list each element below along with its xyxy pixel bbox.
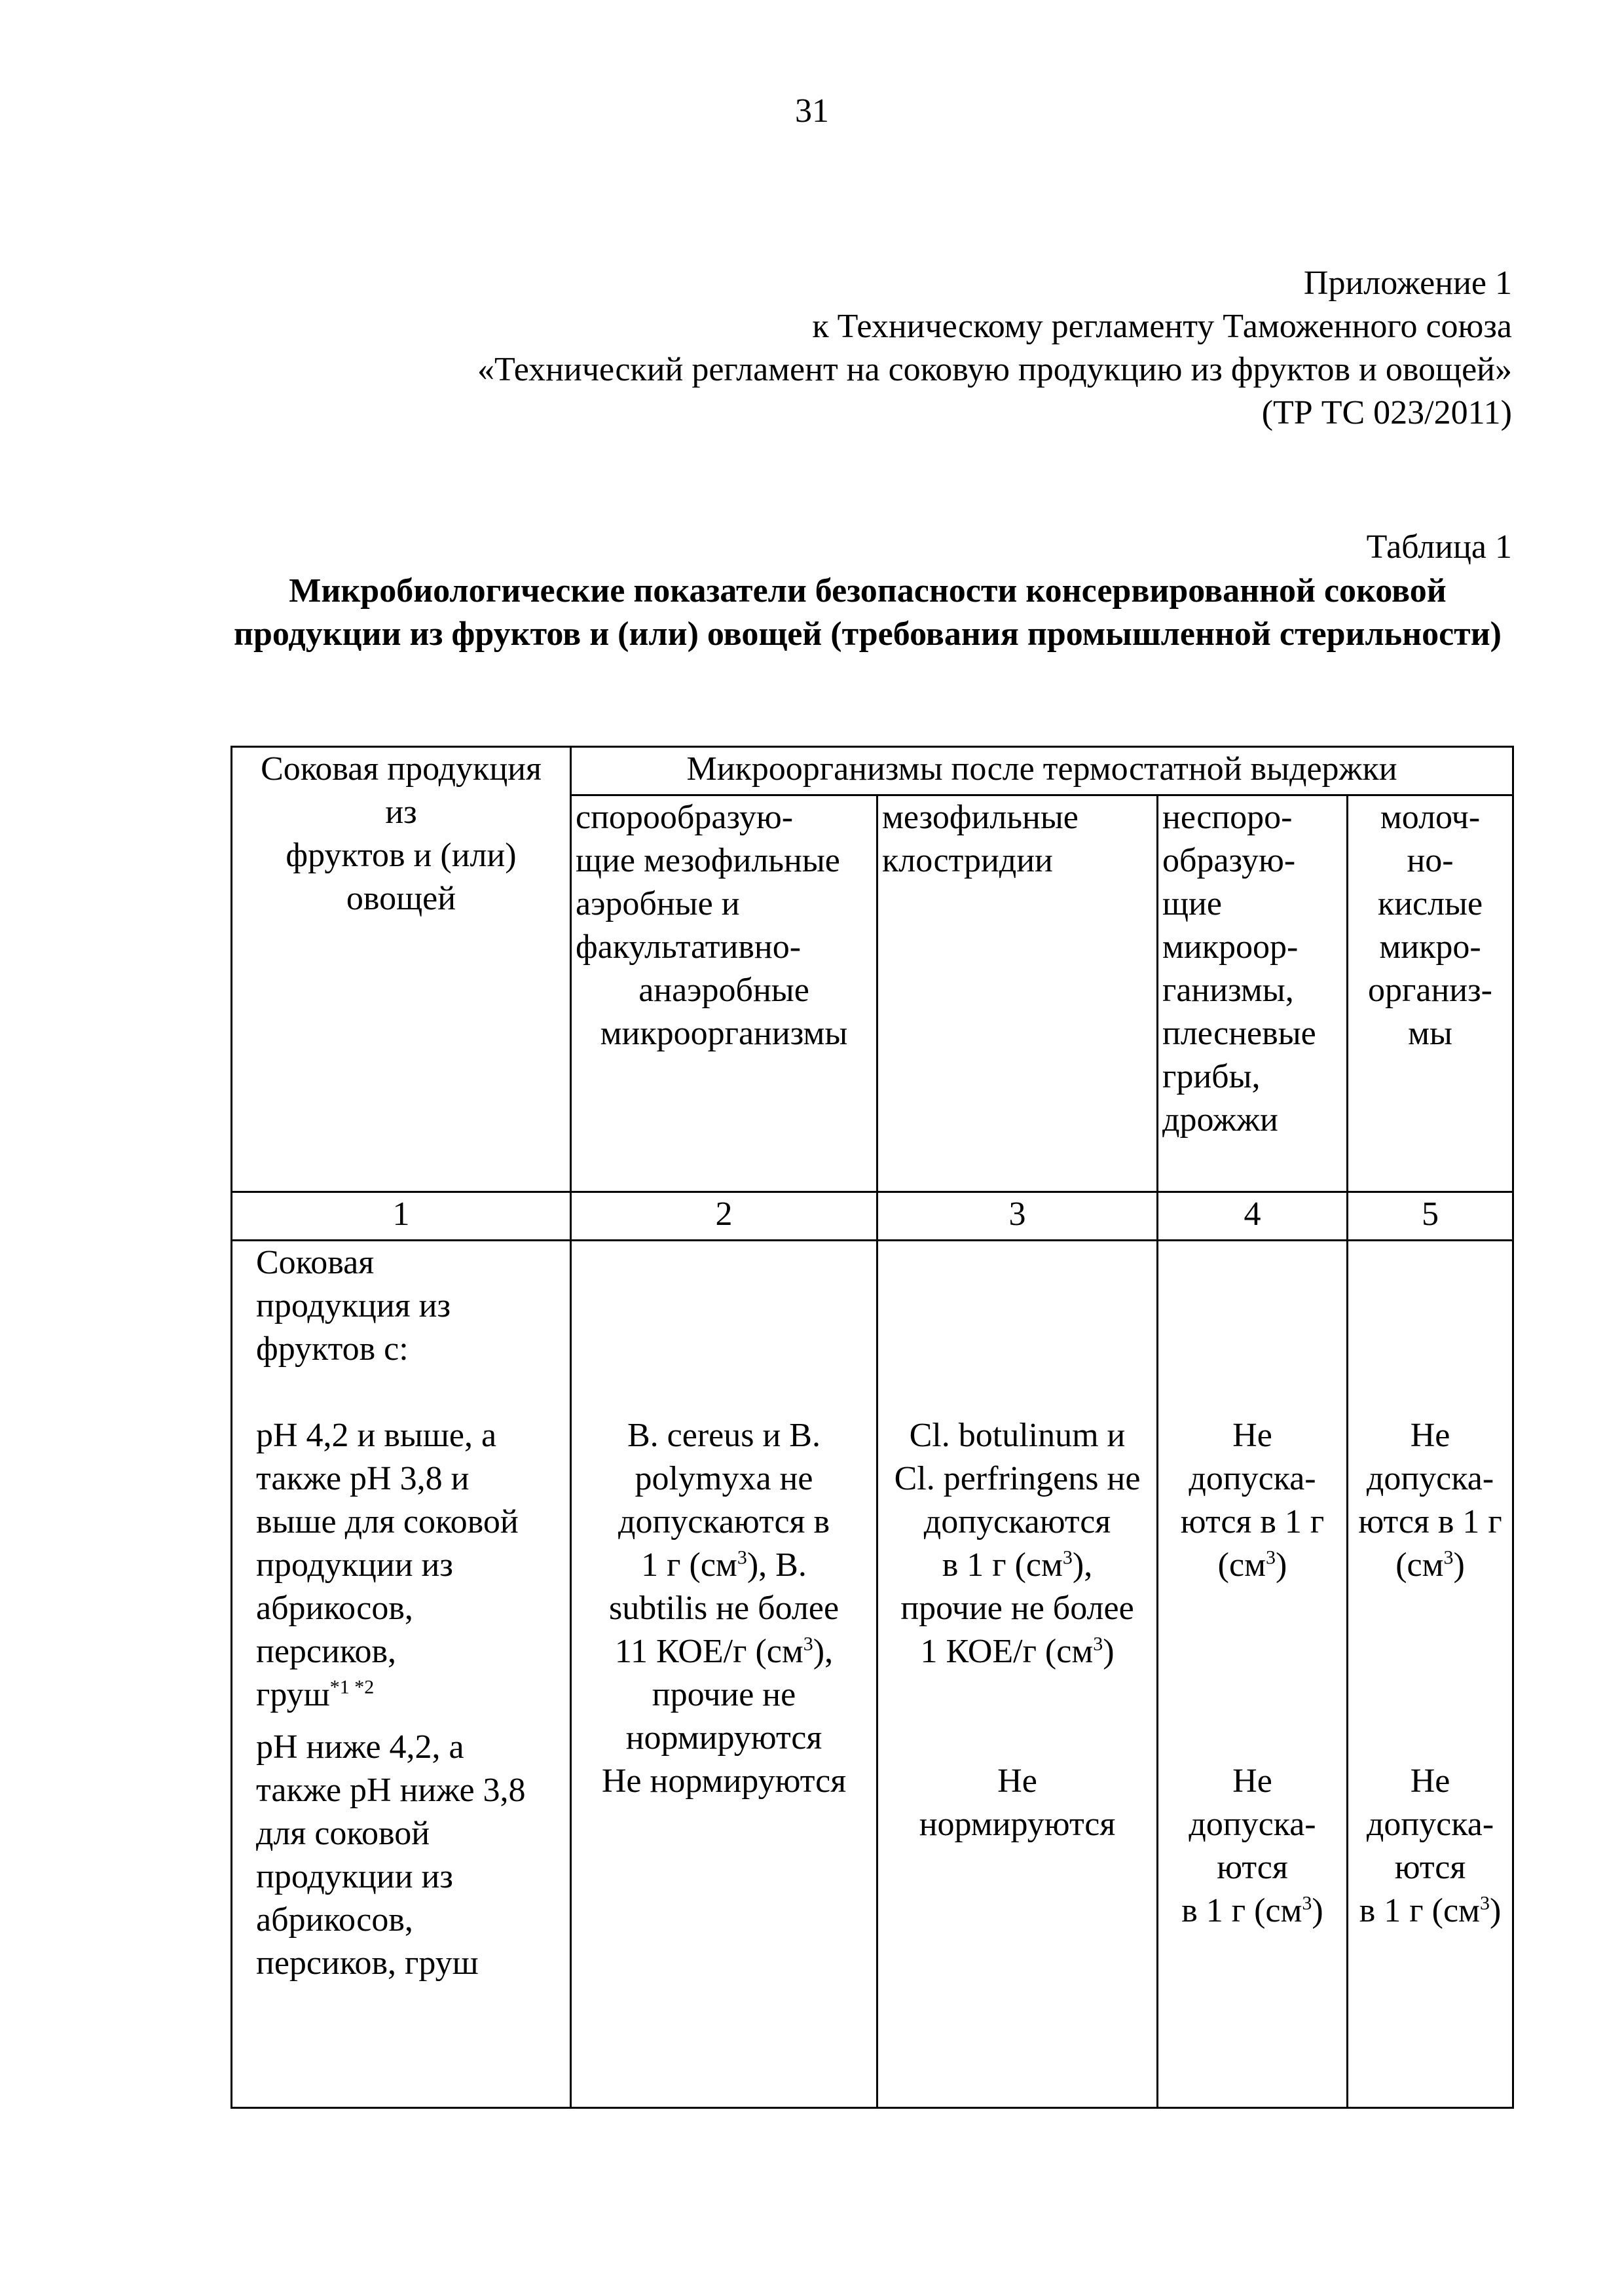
header-col-2-text: спорообразую- щие мезофильные аэробные и факультативно- bbox=[576, 799, 840, 966]
row2-col3-text-a: Не bbox=[997, 1762, 1037, 1800]
body-col-2 bbox=[571, 1241, 877, 2108]
header-col-2 bbox=[571, 795, 877, 1192]
row1-col2-text-c: subtilis не более bbox=[608, 1590, 840, 1627]
body-col-5 bbox=[1348, 1241, 1513, 2108]
column-number-4: 4 bbox=[1158, 1192, 1348, 1241]
row2-col4-text-c: в 1 г $(см^3)$ bbox=[1181, 1892, 1323, 1929]
appendix-line-1: Приложение 1 bbox=[1303, 264, 1512, 302]
column-number-row bbox=[232, 1192, 1513, 1241]
header-col-4: неспоро- образую- щие микроор- ганизмы, плесневые грибы, дрожжи bbox=[1158, 795, 1348, 1192]
body-row bbox=[232, 1241, 1513, 2108]
header-col-2-tail: анаэробные микроорганизмы bbox=[600, 972, 848, 1052]
row1-col3-text-c: прочие не более bbox=[900, 1590, 1134, 1627]
row1-col2-text-a: B. cereus и B. polymyxa не допускаются в bbox=[618, 1417, 830, 1540]
appendix-line-2: к Техническому регламенту Таможенного союза bbox=[812, 308, 1512, 345]
row1-col2-text-b: 1 г $(см^3)$, B. bbox=[641, 1546, 807, 1584]
row1-col4-text-b: $(см^3)$ bbox=[1217, 1546, 1287, 1584]
column-number-1: 1 bbox=[232, 1192, 571, 1241]
footnote-marks: *1 *2 bbox=[329, 1676, 375, 1698]
table-label: Таблица 1 bbox=[1366, 528, 1512, 566]
row1-col3-text-b: в 1 г $(см^3)$, bbox=[942, 1546, 1093, 1584]
appendix-line-3: «Технический регламент на соковую продукцию из фруктов и овощей» bbox=[477, 351, 1512, 388]
column-number-5: 5 bbox=[1348, 1192, 1513, 1241]
row1-col3-text-d: 1 КОЕ/г $(см^3)$ bbox=[920, 1633, 1115, 1670]
row2-col5-text-a: Не bbox=[1410, 1762, 1450, 1800]
body-product-cell bbox=[232, 1241, 571, 2108]
row2-product: pH ниже 4,2, а также pH ниже 3,8 для соковой продукции из абрикосов, персиков, груш bbox=[256, 1728, 526, 1982]
header-microorganisms-group: Микроорганизмы после термостатной выдержки bbox=[571, 747, 1513, 795]
row2-col5-text-b: допуска- ются bbox=[1366, 1806, 1494, 1886]
row2-col4-text-a: Не bbox=[1232, 1762, 1272, 1800]
row1-col4-text-a: Не допуска- ются в 1 г bbox=[1180, 1417, 1325, 1540]
body-col-4 bbox=[1158, 1241, 1348, 2108]
page-number: 31 bbox=[795, 92, 829, 130]
row2-col4-text-b: допуска- ются bbox=[1189, 1806, 1316, 1886]
header-col-5: молоч- но- кислые микро- организ- мы bbox=[1348, 795, 1513, 1192]
microbiology-table bbox=[231, 746, 1514, 2109]
column-number-2: 2 bbox=[571, 1192, 877, 1241]
row1-col2-text-e: прочие не нормируются bbox=[625, 1676, 822, 1757]
row1-col5-text-b: $(см^3)$ bbox=[1395, 1546, 1465, 1584]
table-title: Микробиологические показатели безопасности консервированной соковой продукции из фруктов и (или) овощей (требования промышленной стерильности) bbox=[234, 572, 1502, 653]
row1-col3-text-a: Cl. botulinum и Cl. perfringens не допускаются bbox=[894, 1417, 1141, 1540]
appendix-line-4: (ТР ТС 023/2011) bbox=[1261, 394, 1512, 431]
header-row-1 bbox=[232, 747, 1513, 795]
row1-product-last: груш$^{*1 *2}$ bbox=[256, 1676, 375, 1713]
row1-product: pH 4,2 и выше, а также pH 3,8 и выше для соковой продукции из абрикосов, персиков, bbox=[256, 1417, 519, 1670]
header-product: Соковая продукция из фруктов и (или) овощей bbox=[232, 747, 571, 1192]
row2-col2-text: Не нормируются bbox=[601, 1762, 847, 1800]
row1-col2-text-d: 11 КОЕ/г $(см^3)$, bbox=[614, 1633, 834, 1670]
body-col-3 bbox=[877, 1241, 1158, 2108]
header-col-3: мезофильные клостридии bbox=[877, 795, 1158, 1192]
appendix-reference bbox=[137, 262, 1512, 435]
row2-col3-text-b: нормируются bbox=[919, 1806, 1116, 1843]
row1-col5-text-a: Не допуска- ются в 1 г bbox=[1358, 1417, 1502, 1540]
body-intro: Соковая продукция из фруктов с: bbox=[256, 1244, 451, 1368]
column-number-3: 3 bbox=[877, 1192, 1158, 1241]
row2-col5-text-c: в 1 г $(см^3)$ bbox=[1359, 1892, 1502, 1929]
